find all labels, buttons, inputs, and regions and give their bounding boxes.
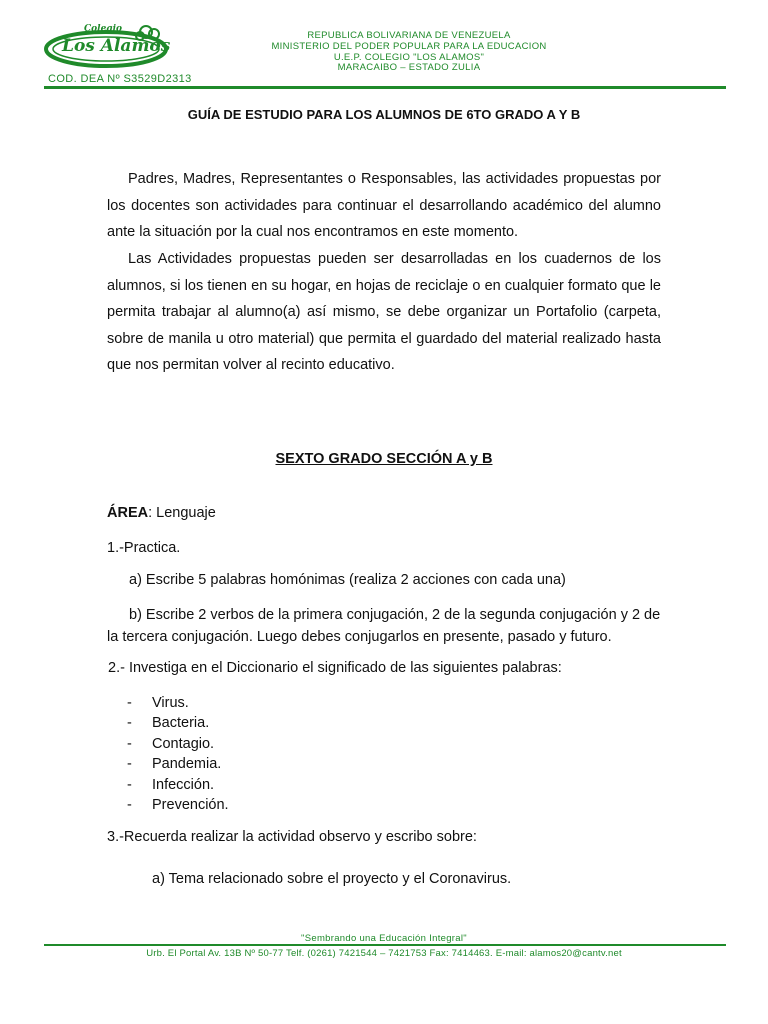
item-1b: b) Escribe 2 verbos de la primera conjugación, 2 de la segunda conjugación y 2 de la tercera conjugación. Luego debes conjugarlos en presente, pasado y futuro. <box>107 607 661 645</box>
footer-address: Urb. El Portal Av. 13B Nº 50-77 Telf. (0261) 7421544 – 7421753 Fax: 7414463. E-mail: alamos20@cantv.net <box>146 948 622 959</box>
list-item: - Bacteria. <box>127 715 210 731</box>
intro-paragraph-2: Las Actividades propuestas pueden ser desarrolladas en los cuadernos de los alumnos, si los tienen en su hogar, en hojas de reciclaje o en cualquier formato que le permita trabajar al alumno(a) así mismo, se debe organizar un Portafolio (carpeta, sobre de manila u otro material) que permita el guardado del material realizado hasta que nos permitan volver al recinto educativo. <box>107 251 661 373</box>
list-item: - Infección. <box>127 777 215 793</box>
list-item: - Contagio. <box>127 736 215 752</box>
item-1: 1.-Practica. <box>107 540 181 556</box>
item-3: 3.-Recuerda realizar la actividad observo y escribo sobre: <box>107 829 477 845</box>
logo-main-text: Los Alamos <box>62 36 171 56</box>
area-label: ÁREA <box>107 505 149 521</box>
list-item: - Prevención. <box>127 797 229 813</box>
header-line-2: MINISTERIO DEL PODER POPULAR PARA LA EDUCACION <box>271 41 547 52</box>
list-item: - Pandemia. <box>127 756 222 772</box>
area-line <box>107 505 216 521</box>
item-1a: a) Escribe 5 palabras homónimas (realiza 2 acciones con cada una) <box>129 572 566 588</box>
item-2: 2.- Investiga en el Diccionario el significado de las siguientes palabras: <box>108 660 562 676</box>
document-title: GUÍA DE ESTUDIO PARA LOS ALUMNOS DE 6TO GRADO A Y B <box>187 107 581 122</box>
header-line-1: REPUBLICA BOLIVARIANA DE VENEZUELA <box>307 30 511 41</box>
list-item: - Virus. <box>127 695 189 711</box>
header-line-3: U.E.P. COLEGIO "LOS ALAMOS" <box>333 52 485 63</box>
footer-divider <box>44 944 726 946</box>
dea-code: COD. DEA Nº S3529D2313 <box>48 73 192 85</box>
logo-small-text: Colegio <box>84 24 123 34</box>
header-line-4: MARACAIBO – ESTADO ZULIA <box>337 62 481 73</box>
area-value: : Lenguaje <box>148 505 216 521</box>
item-3a: a) Tema relacionado sobre el proyecto y el Coronavirus. <box>152 871 512 887</box>
section-title: SEXTO GRADO SECCIÓN A y B <box>275 451 493 467</box>
header-divider <box>44 86 726 89</box>
footer-motto: "Sembrando una Educación Integral" <box>301 933 467 944</box>
intro-paragraph-1: Padres, Madres, Representantes o Responsables, las actividades propuestas por los docentes son actividades para continuar el desarrollando académico del alumno ante la situación por la cual nos encontramos en este momento. <box>107 171 661 240</box>
